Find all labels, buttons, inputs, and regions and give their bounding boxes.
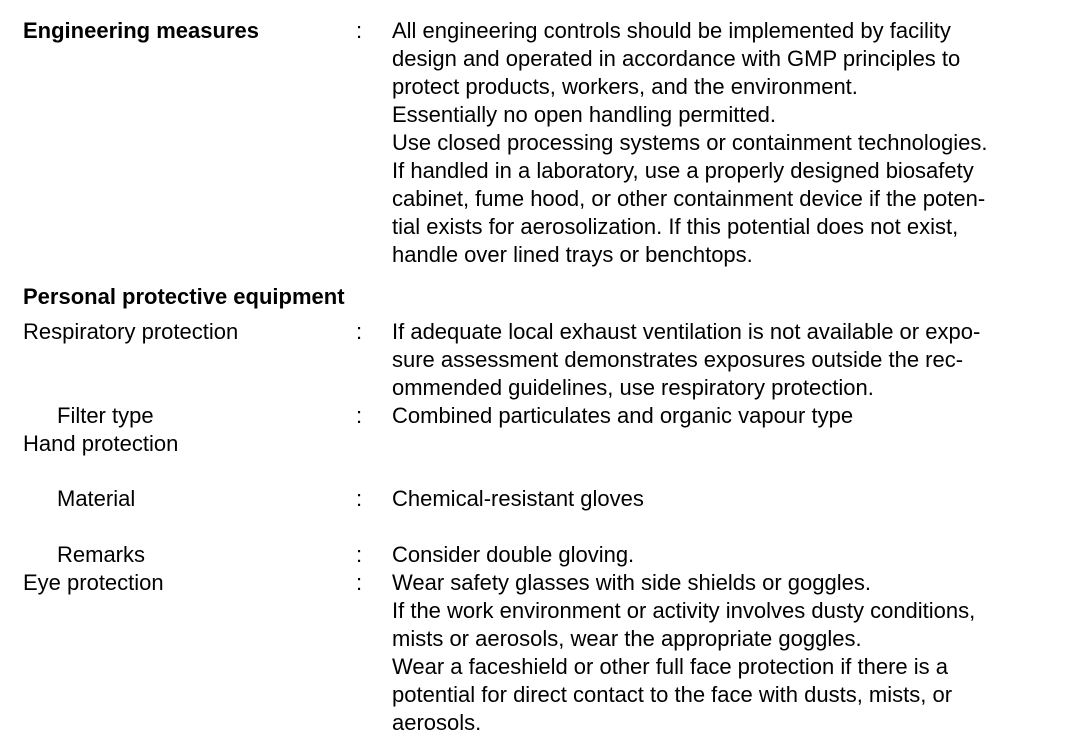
text-line: ommended guidelines, use respiratory protection. [392,375,874,400]
remarks-value [392,541,1072,569]
separator-colon: : [356,319,363,344]
text-line: Consider double gloving. [392,542,635,567]
text-line: Combined particulates and organic vapour type [392,403,854,428]
eye-protection-text [392,569,1072,737]
text-line: handle over lined trays or benchtops. [392,242,753,267]
separator-colon: : [356,570,363,595]
hand-protection-label: Hand protection [23,431,179,456]
respiratory-protection-text [392,318,1072,402]
text-line: cabinet, fume hood, or other containment device if the poten- [392,186,986,211]
separator-colon: : [356,486,363,511]
engineering-measures-label: Engineering measures [23,18,259,43]
engineering-measures-text [392,17,1072,269]
separator-colon: : [356,542,363,567]
text-line: sure assessment demonstrates exposures outside the rec- [392,347,964,372]
text-line: protect products, workers, and the environment. [392,74,858,99]
text-line: Use closed processing systems or containment technologies. [392,130,988,155]
material-label: Material [57,486,136,511]
text-line: Chemical-resistant gloves [392,486,644,511]
text-line: If the work environment or activity involves dusty conditions, [392,598,976,623]
text-line: mists or aerosols, wear the appropriate goggles. [392,626,862,651]
text-line: Essentially no open handling permitted. [392,102,777,127]
separator-colon: : [356,18,363,43]
ppe-heading: Personal protective equipment [23,284,345,309]
text-line: Wear safety glasses with side shields or goggles. [392,570,871,595]
text-line: If handled in a laboratory, use a properly designed biosafety [392,158,974,183]
material-value [392,485,1072,513]
text-line: Wear a faceshield or other full face protection if there is a [392,654,948,679]
text-line: All engineering controls should be implemented by facility [392,18,951,43]
text-line: tial exists for aerosolization. If this potential does not exist, [392,214,959,239]
filter-type-label: Filter type [57,403,154,428]
text-line: If adequate local exhaust ventilation is not available or expo- [392,319,981,344]
separator-colon: : [356,403,363,428]
eye-protection-label: Eye protection [23,570,164,595]
filter-type-value [392,402,1072,430]
remarks-label: Remarks [57,542,146,567]
text-line: aerosols. [392,710,482,735]
text-line: design and operated in accordance with GMP principles to [392,46,961,71]
text-line: potential for direct contact to the face with dusts, mists, or [392,682,953,707]
respiratory-protection-label: Respiratory protection [23,319,239,344]
